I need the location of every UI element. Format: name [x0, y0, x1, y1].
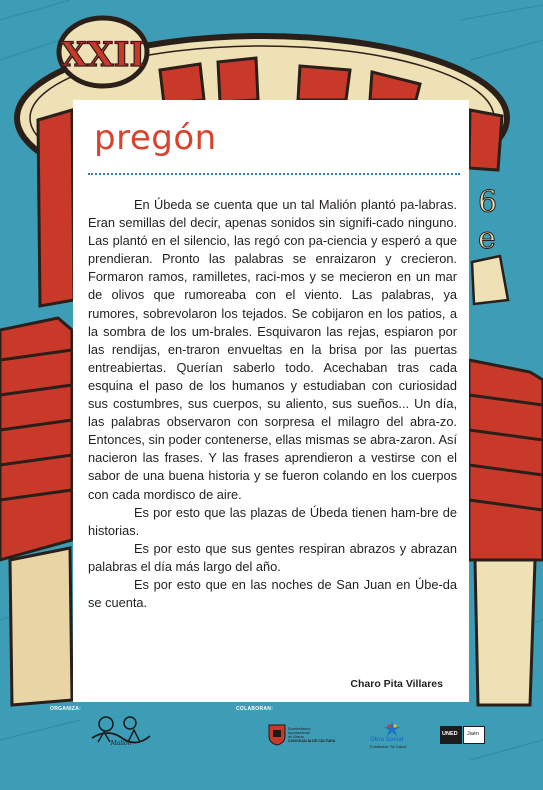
council-line-3: de Úbeda [288, 735, 304, 739]
council-line-4: CONCEJALÍA DE CULTURA [288, 739, 336, 743]
proclamation-card [73, 100, 469, 702]
obra-social-line-2: Fundación "la Caixa" [370, 744, 408, 749]
organizer-logo-text: Malión [110, 740, 132, 746]
jaen-label: Jaén [467, 731, 479, 737]
uned-label: UNED [442, 731, 458, 737]
dotted-divider [88, 173, 460, 175]
council-line-1: Excelentísimo [288, 727, 311, 731]
colaboran-label: COLABORAN: [236, 706, 274, 712]
paragraph: Es por esto que sus gentes respiran abrazos y abrazan palabras el día más largo del año. [88, 540, 457, 574]
paragraph: Es por esto que las plazas de Úbeda tienen ham-bre de historias. [88, 504, 457, 538]
side-fragment-e: e [478, 221, 496, 256]
malion-logo-icon [88, 712, 154, 746]
star-icon [384, 722, 400, 736]
proclamation-text [88, 196, 457, 612]
paragraph: En Úbeda se cuenta que un tal Malión plantó pa-labras. Eran semillas del decir, apenas sonidos sin signifi-cado ninguno. Las plantó en el silencio, las regó con pa-ciencia y esperó a que prendieran. Pronto las palabras se enraizaron y crecieron. Formaron ramos, ramilletes, raci-mos y se mecieron en un mar de olivos que rumoreaba con el viento. Las palabras, ya rumores, sobrevolaron los tejados. Se cobijaron en los patios, a la sombra de los um-brales. Esquivaron las rejas, espiaron por las rendijas, en-traron envueltas en la brisa por las puertas entreabiertas. Querían saberlo todo. Acechaban tras cada esquina el paso de los humanos y estudiaban con curiosidad sus costumbres, sus cuerpos, su aliento, sus sueños... Un día, las palabras observaron con sorpresa el milagro del abra-zo. Entonces, sin poder contenerse, ellas mismas se abra-zaron. Así nacieron las frases. Y las frases aprendieron a vestirse con el sabor de una buena historia y se fueron colando en los cuerpos con cada mordisco de aire. [88, 197, 457, 502]
side-fragment-6: 6 [478, 185, 498, 220]
organiza-label: ORGANIZA: [50, 706, 82, 712]
paragraph: Es por esto que en las noches de San Juan en Úbe-da se cuenta. [88, 576, 457, 611]
uned-logo [440, 726, 486, 744]
edition-label: XXII [60, 35, 146, 75]
author-signature: Charo Pita Villares [350, 678, 443, 690]
page-title: pregón [94, 118, 217, 158]
shield-icon [268, 724, 286, 746]
council-line-2: Ayuntamiento [288, 731, 310, 735]
organizer-logo [88, 712, 154, 746]
obra-social-logo [370, 722, 414, 752]
council-logo [268, 724, 338, 748]
obra-social-line-1: Obra Social [370, 737, 404, 743]
